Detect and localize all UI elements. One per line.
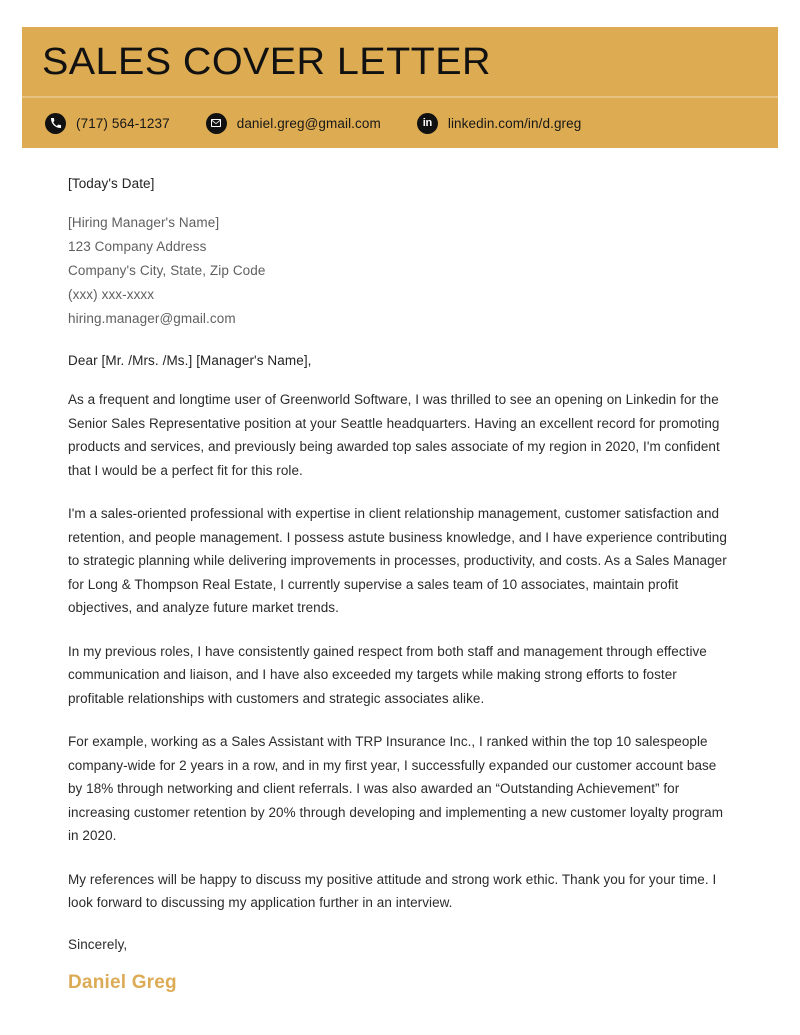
letter-paragraph: I'm a sales-oriented professional with expertise in client relationship management, customer satisfaction and retention, and people management. I possess astute business knowledge, and I have experience contributing to strategic planning while delivering improvements in processes, productivity, and costs. As a Sales Manager for Long & Thompson Real Estate, I currently supervise a sales team of 10 associates, maintain profit objectives, and analyze future market trends. bbox=[68, 506, 727, 615]
letter-header bbox=[22, 27, 778, 148]
letter-paragraph: For example, working as a Sales Assistant with TRP Insurance Inc., I ranked within the top 10 salespeople company-wide for 2 years in a row, and in my first year, I successfully expanded our customer account base by 18% through networking and client referrals. I was also awarded an “Outstanding Achievement” for increasing customer retention by 20% through developing and implementing a new customer loyalty program in 2020. bbox=[68, 734, 724, 843]
phone-icon bbox=[45, 113, 66, 134]
recipient-line: [Hiring Manager's Name] bbox=[68, 215, 220, 230]
letter-body bbox=[68, 176, 732, 994]
page-title: SALES COVER LETTER bbox=[42, 40, 491, 83]
signature-name: Daniel Greg bbox=[68, 971, 177, 993]
recipient-line: hiring.manager@gmail.com bbox=[68, 311, 236, 326]
recipient-line: 123 Company Address bbox=[68, 239, 207, 254]
closing-line: Sincerely, bbox=[68, 936, 128, 952]
header-title-band bbox=[22, 27, 778, 96]
salutation: Dear [Mr. /Mrs. /Ms.] [Manager's Name], bbox=[68, 353, 312, 368]
letter-paragraph: In my previous roles, I have consistently gained respect from both staff and management through effective communication and liaison, and I have also exceeded my targets while making strong efforts to foster profitable relationships with customers and strategic associates alike. bbox=[68, 643, 707, 706]
contact-item-phone[interactable] bbox=[45, 113, 170, 134]
contact-bar bbox=[22, 98, 778, 148]
contact-item-email[interactable] bbox=[206, 113, 381, 134]
recipient-line: (xxx) xxx-xxxx bbox=[68, 287, 155, 302]
letter-paragraph: My references will be happy to discuss my positive attitude and strong work ethic. Thank you for your time. I look forward to discussing my application further in an interview. bbox=[68, 871, 717, 910]
linkedin-url: linkedin.com/in/d.greg bbox=[447, 115, 582, 131]
letter-date: [Today's Date] bbox=[68, 176, 155, 191]
contact-item-linkedin[interactable] bbox=[417, 113, 582, 134]
email-icon bbox=[206, 113, 227, 134]
linkedin-glyph: in bbox=[422, 116, 432, 129]
email-address: daniel.greg@gmail.com bbox=[236, 115, 381, 131]
recipient-line: Company's City, State, Zip Code bbox=[68, 263, 266, 278]
letter-paragraph: As a frequent and longtime user of Greenworld Software, I was thrilled to see an opening on Linkedin for the Senior Sales Representative position at your Seattle headquarters. Having an excellent record for promoting products and services, and previously being awarded top sales associate of my region in 2020, I'm confident that I would be a perfect fit for this role. bbox=[68, 392, 720, 478]
phone-number: (717) 564-1237 bbox=[76, 115, 170, 131]
recipient-block bbox=[68, 211, 732, 331]
linkedin-icon bbox=[417, 113, 438, 134]
